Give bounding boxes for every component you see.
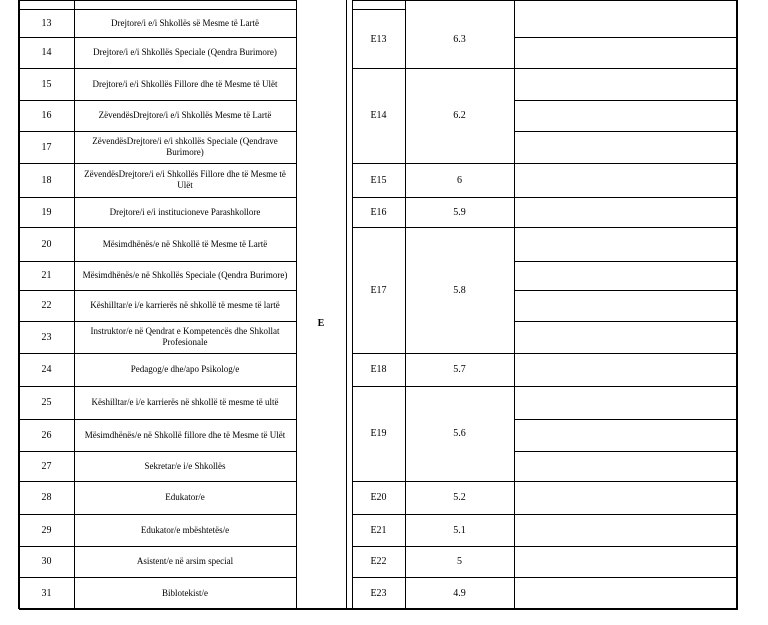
row-line [19, 386, 296, 387]
position-title: Këshilltar/e i/e karrierës në shkollë të mesme të ultë [91, 397, 279, 407]
position-title: Drejtore/i e/i Shkollës Speciale (Qendra Burimore) [93, 47, 277, 57]
row-line [514, 546, 737, 547]
row-line [19, 290, 296, 291]
coefficient: 5.6 [453, 428, 466, 439]
column-line [352, 0, 353, 609]
row-line [19, 321, 296, 322]
position-title: ZëvendësDrejtore/i e/i Shkollës Fillore dhe të Mesme të Ulët [84, 169, 286, 190]
row-line [19, 37, 296, 38]
class-boundary-line [352, 68, 514, 69]
row-number: 30 [41, 556, 52, 567]
position-title: Edukator/e mbështetës/e [140, 524, 230, 535]
coefficient: 6.3 [453, 33, 466, 45]
coefficient: 5.2 [453, 492, 466, 503]
row-line [19, 546, 296, 547]
position-title: ZëvendësDrejtore/i e/i Shkollës Mesme të Lartë [98, 110, 272, 120]
row-number: 15 [41, 78, 52, 90]
column-line [346, 0, 347, 609]
row-line [514, 577, 737, 578]
bottom-border [19, 608, 738, 610]
row-line [19, 68, 296, 69]
class-boundary-line [352, 481, 514, 482]
right-border [736, 0, 738, 609]
row-line [19, 197, 296, 198]
coefficient: 5.7 [453, 364, 466, 375]
row-line [19, 419, 296, 420]
row-line [514, 353, 737, 354]
position-title: Sekretar/e i/e Shkollës [144, 460, 226, 471]
row-line [514, 386, 737, 387]
class-boundary-line [352, 163, 514, 164]
row-line [514, 261, 737, 262]
row-number: 22 [41, 300, 52, 311]
row-line [19, 227, 296, 228]
row-number: 13 [41, 18, 52, 29]
row-line [19, 577, 296, 578]
class-boundary-line [352, 197, 514, 198]
class-code: E22 [370, 556, 387, 567]
position-title: Edukator/e [165, 492, 205, 502]
class-code: E19 [370, 428, 387, 439]
class-code: E14 [370, 110, 387, 121]
row-line [514, 163, 737, 164]
column-line [405, 0, 406, 609]
row-line [19, 100, 296, 101]
row-line [514, 100, 737, 101]
row-line [514, 321, 737, 322]
coefficient: 5.9 [453, 206, 466, 218]
position-title: ZëvendësDrejtore/i e/i shkollës Speciale (Qendrave Burimore) [92, 136, 278, 157]
top-border [352, 0, 737, 1]
class-code: E17 [370, 284, 387, 296]
category-group-cell: E [317, 317, 325, 329]
coefficient: 6.2 [453, 110, 466, 121]
row-number: 29 [41, 524, 52, 536]
row-number: 21 [41, 270, 52, 281]
position-title: Mësimdhënës/e në Shkollë fillore dhe të Mesme të Ulët [84, 429, 286, 440]
row-line [514, 37, 737, 38]
position-title: Pedagog/e dhe/apo Psikolog/e [130, 364, 240, 374]
class-boundary-line [352, 386, 514, 387]
class-code: E23 [370, 587, 387, 599]
row-line [19, 131, 296, 132]
position-title: Mësimdhënës/e në Shkollës Speciale (Qendra Burimore) [82, 270, 288, 280]
position-title: Drejtore/i e/i institucioneve Parashkollore [109, 206, 261, 217]
row-number: 25 [41, 397, 52, 408]
row-number: 26 [41, 429, 52, 441]
row-line [514, 514, 737, 515]
row-line [514, 131, 737, 132]
row-number: 23 [41, 331, 52, 343]
row-line [514, 481, 737, 482]
class-boundary-line [352, 546, 514, 547]
column-line [74, 0, 75, 609]
top-border [19, 0, 296, 1]
row-number: 17 [41, 141, 52, 153]
left-border [18, 0, 20, 609]
position-title: Këshilltar/e i/e karrierës në shkollë të mesme të lartë [90, 300, 280, 310]
row-number: 27 [41, 460, 52, 472]
row-line [352, 9, 405, 10]
coefficient: 5 [457, 556, 462, 567]
column-line [514, 0, 515, 609]
column-line [296, 0, 297, 609]
class-boundary-line [352, 514, 514, 515]
row-number: 24 [41, 364, 52, 375]
row-line [514, 197, 737, 198]
row-line [19, 163, 296, 164]
position-title: Biblotekist/e [162, 587, 208, 598]
row-number: 16 [41, 110, 52, 121]
position-title: Asistent/e në arsim special [136, 556, 234, 566]
class-boundary-line [352, 577, 514, 578]
row-line [19, 451, 296, 452]
position-title: Drejtore/i e/i Shkollës Fillore dhe të Mesme të Ulët [92, 78, 278, 89]
position-title: Mësimdhënës/e në Shkollë të Mesme të Lartë [102, 238, 268, 249]
coefficient: 6 [457, 174, 462, 186]
class-code: E13 [370, 33, 387, 45]
row-number: 14 [41, 47, 52, 58]
class-code: E21 [370, 524, 387, 536]
class-code: E18 [370, 364, 387, 375]
row-line [514, 68, 737, 69]
position-title: Drejtore/i e/i Shkollës së Mesme të Lartë [111, 18, 259, 28]
row-line [514, 451, 737, 452]
row-number: 20 [41, 238, 52, 250]
class-boundary-line [352, 227, 514, 228]
coefficient: 4.9 [453, 587, 466, 599]
row-line [19, 9, 296, 10]
row-line [514, 290, 737, 291]
row-line [19, 353, 296, 354]
row-number: 18 [41, 174, 52, 186]
row-line [19, 481, 296, 482]
row-line [19, 514, 296, 515]
position-title: Instruktor/e në Qendrat e Kompetencës dhe Shkollat Profesionale [90, 326, 280, 347]
row-number: 19 [41, 206, 52, 218]
coefficient: 5.1 [453, 524, 466, 536]
coefficient: 5.8 [453, 284, 466, 296]
row-line [514, 419, 737, 420]
row-line [19, 261, 296, 262]
row-line [514, 227, 737, 228]
row-number: 31 [41, 587, 52, 599]
class-code: E15 [370, 174, 387, 186]
class-code: E16 [370, 206, 387, 218]
class-code: E20 [370, 492, 387, 503]
class-boundary-line [352, 353, 514, 354]
row-number: 28 [41, 492, 52, 503]
